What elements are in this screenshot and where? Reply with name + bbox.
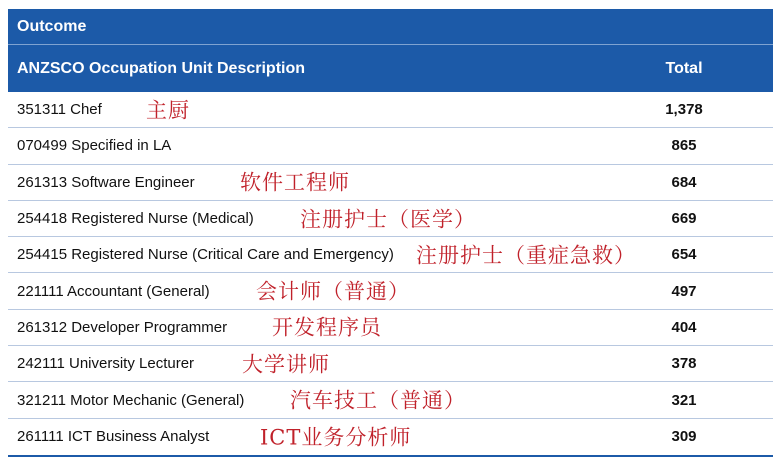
row-total: 654: [671, 246, 697, 264]
table-row: [8, 201, 773, 237]
row-description: 254415 Registered Nurse (Critical Care and Emergency): [17, 246, 394, 264]
row-description: 261312 Developer Programmer: [17, 318, 228, 336]
chinese-annotation: 软件工程师: [240, 170, 350, 195]
table-row: [8, 273, 773, 309]
chinese-annotation: ICT业务分析师: [260, 425, 412, 450]
row-description: 321211 Motor Mechanic (General): [17, 391, 245, 409]
chinese-annotation: 大学讲师: [242, 352, 330, 377]
row-total: 684: [671, 173, 697, 191]
row-total: 404: [671, 318, 697, 336]
row-total: 309: [671, 428, 697, 446]
table-row: [8, 237, 773, 273]
table-row: [8, 128, 773, 164]
row-total: 865: [671, 137, 697, 155]
row-total: 378: [671, 355, 697, 373]
row-description: 254418 Registered Nurse (Medical): [17, 210, 254, 228]
row-total: 321: [671, 391, 697, 409]
chinese-annotation: 会计师（普通）: [256, 279, 410, 304]
column-header-row: [8, 44, 773, 92]
chinese-annotation: 主厨: [146, 98, 190, 123]
row-total: 497: [671, 282, 697, 300]
table-row: [8, 382, 773, 418]
table-row: [8, 165, 773, 201]
chinese-annotation: 开发程序员: [272, 315, 382, 340]
column-header-total: Total: [665, 59, 703, 77]
outcome-label: Outcome: [17, 17, 87, 35]
chinese-annotation: 注册护士（重症急救）: [416, 243, 636, 268]
row-total: 1,378: [665, 101, 703, 119]
row-description: 351311 Chef: [17, 101, 102, 119]
occupation-table: [8, 9, 773, 457]
outcome-header: [8, 9, 773, 44]
column-header-description: ANZSCO Occupation Unit Description: [17, 59, 306, 77]
row-description: 221111 Accountant (General): [17, 282, 210, 300]
chinese-annotation: 汽车技工（普通）: [290, 388, 466, 413]
chinese-annotation: 注册护士（医学）: [300, 206, 476, 231]
table-row: [8, 346, 773, 382]
table-row: [8, 310, 773, 346]
table-row: [8, 92, 773, 128]
table-bottom-rule: [8, 455, 773, 457]
row-description: 242111 University Lecturer: [17, 355, 195, 373]
row-total: 669: [671, 210, 697, 228]
row-description: 261313 Software Engineer: [17, 173, 195, 191]
table-row: [8, 419, 773, 455]
row-description: 261111 ICT Business Analyst: [17, 428, 210, 446]
row-description: 070499 Specified in LA: [17, 137, 172, 155]
